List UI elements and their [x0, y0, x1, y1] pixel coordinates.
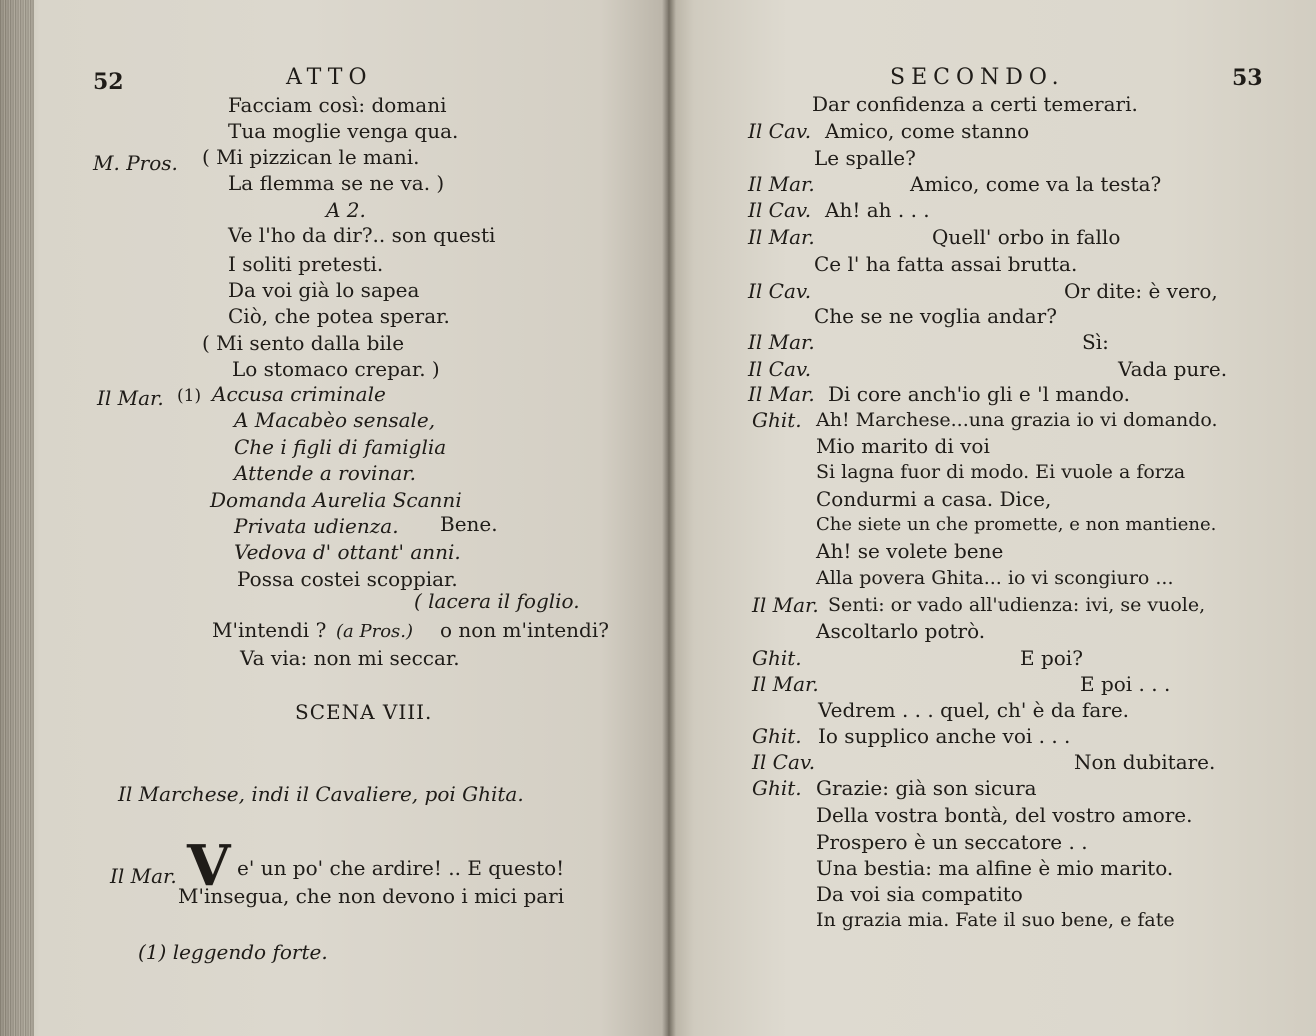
speaker-label: Ghit. — [752, 408, 802, 432]
verse-line: Domanda Aurelia Scanni — [210, 488, 462, 512]
verse-line: Sì: — [1082, 330, 1109, 354]
speaker-label: Il Mar. — [748, 330, 815, 354]
verse-line: Una bestia: ma alfine è mio marito. — [816, 856, 1174, 880]
verse-line: Mio marito di voi — [816, 434, 990, 458]
verse-line: Or dite: è vero, — [1064, 279, 1218, 303]
verse-line: Ah! Marchese...una grazia io vi domando. — [816, 409, 1218, 431]
page-edges — [0, 0, 34, 1036]
verse-line: Ah! se volete bene — [816, 539, 1004, 563]
speaker-label: Il Mar. — [748, 225, 815, 249]
verse-line: Da voi sia compatito — [816, 882, 1023, 906]
verse-line: Ve l'ho da dir?.. son questi — [228, 223, 496, 247]
verse-line: Grazie: già son sicura — [816, 776, 1037, 800]
speaker-label: Il Mar. — [748, 172, 815, 196]
verse-line: Prospero è un seccatore . . — [816, 830, 1088, 854]
verse-line: Accusa criminale — [212, 382, 386, 406]
running-header: ATTO — [286, 65, 373, 90]
speaker-label: Il Mar. — [752, 593, 819, 617]
verse-line: e' un po' che ardire! .. E questo! — [237, 856, 565, 880]
stage-direction: ( lacera il foglio. — [414, 589, 580, 613]
character-list: Il Marchese, indi il Cavaliere, poi Ghita. — [118, 782, 524, 806]
verse-line: Che siete un che promette, e non mantiene. — [816, 514, 1217, 535]
speaker-label: Il Mar. — [752, 672, 819, 696]
verse-line: Da voi già lo sapea — [228, 278, 420, 302]
verse-line: Io supplico anche voi . . . — [818, 724, 1071, 748]
verse-line: Facciam così: domani — [228, 93, 447, 117]
speaker-label: Ghit. — [752, 776, 802, 800]
drop-cap: V — [187, 833, 231, 899]
verse-line: Ciò, che potea sperar. — [228, 304, 450, 328]
speaker-label: Il Mar. — [110, 864, 177, 888]
speaker-label: Il Mar. — [748, 382, 815, 406]
speaker-label: Il Mar. — [97, 386, 164, 410]
verse-line: E poi . . . — [1080, 672, 1171, 696]
verse-line: ( Mi sento dalla bile — [202, 331, 405, 355]
speaker-label: Il Cav. — [748, 198, 812, 222]
verse-line: Ce l' ha fatta assai brutta. — [814, 252, 1078, 276]
verse-line: Quell' orbo in fallo — [932, 225, 1121, 249]
running-header: SECONDO. — [890, 65, 1065, 90]
verse-line: Le spalle? — [814, 146, 916, 170]
speaker-label: Ghit. — [752, 724, 802, 748]
right-page — [668, 0, 1316, 1036]
verse-line: In grazia mia. Fate il suo bene, e fate — [816, 909, 1175, 931]
verse-line: Che se ne voglia andar? — [814, 304, 1057, 328]
verse-line: Della vostra bontà, del vostro amore. — [816, 803, 1193, 827]
verse-line: Bene. — [440, 512, 498, 536]
verse-line: Dar confidenza a certi temerari. — [812, 92, 1138, 116]
verse-line: Non dubitare. — [1074, 750, 1216, 774]
page-number: 52 — [93, 69, 124, 95]
verse-line: Vedova d' ottant' anni. — [234, 540, 461, 564]
verse-line: A Macabèo sensale, — [234, 408, 436, 432]
scene-heading: SCENA VIII. — [295, 700, 433, 724]
verse-line: Va via: non mi seccar. — [240, 646, 460, 670]
page-number: 53 — [1232, 65, 1263, 91]
speaker-label: Ghit. — [752, 646, 802, 670]
book-gutter — [662, 0, 676, 1036]
footnote: (1) leggendo forte. — [138, 940, 328, 964]
verse-line: o non m'intendi? — [440, 618, 609, 642]
speaker-label: Il Cav. — [748, 357, 812, 381]
footnote-ref: (1) — [177, 386, 202, 406]
verse-line: Ascoltarlo potrò. — [816, 619, 986, 643]
verse-line: Ah! ah . . . — [825, 198, 930, 222]
verse-line: Che i figli di famiglia — [234, 435, 447, 459]
verse-line: Alla povera Ghita... io vi scongiuro ... — [816, 567, 1174, 589]
verse-line: Di core anch'io gli e 'l mando. — [828, 382, 1130, 406]
verse-line: I soliti pretesti. — [228, 252, 384, 276]
verse-line: Amico, come va la testa? — [910, 172, 1162, 196]
verse-line: Vada pure. — [1118, 357, 1228, 381]
verse-line: M'insegua, che non devono i mici pari — [178, 884, 565, 908]
verse-line: Attende a rovinar. — [234, 461, 416, 485]
verse-line: E poi? — [1020, 646, 1083, 670]
verse-line: Amico, come stanno — [825, 119, 1030, 143]
verse-line: Vedrem . . . quel, ch' è da fare. — [818, 698, 1130, 722]
verse-line: Condurmi a casa. Dice, — [816, 487, 1052, 511]
stage-direction: (a Pros.) — [336, 621, 414, 642]
verse-line: M'intendi ? — [212, 618, 327, 642]
verse-line: Possa costei scoppiar. — [237, 567, 458, 591]
verse-line: Tua moglie venga qua. — [228, 119, 459, 143]
speaker-label: Il Cav. — [748, 279, 812, 303]
verse-line: Privata udienza. — [234, 514, 399, 538]
verse-line: ( Mi pizzican le mani. — [202, 145, 420, 169]
speaker-label: Il Cav. — [752, 750, 816, 774]
speaker-label: M. Pros. — [93, 151, 178, 175]
verse-line: Senti: or vado all'udienza: ivi, se vuole, — [828, 594, 1206, 616]
stage-direction: A 2. — [326, 198, 366, 222]
verse-line: Lo stomaco crepar. ) — [232, 357, 440, 381]
verse-line: Si lagna fuor di modo. Ei vuole a forza — [816, 461, 1186, 483]
verse-line: La flemma se ne va. ) — [228, 171, 445, 195]
speaker-label: Il Cav. — [748, 119, 812, 143]
